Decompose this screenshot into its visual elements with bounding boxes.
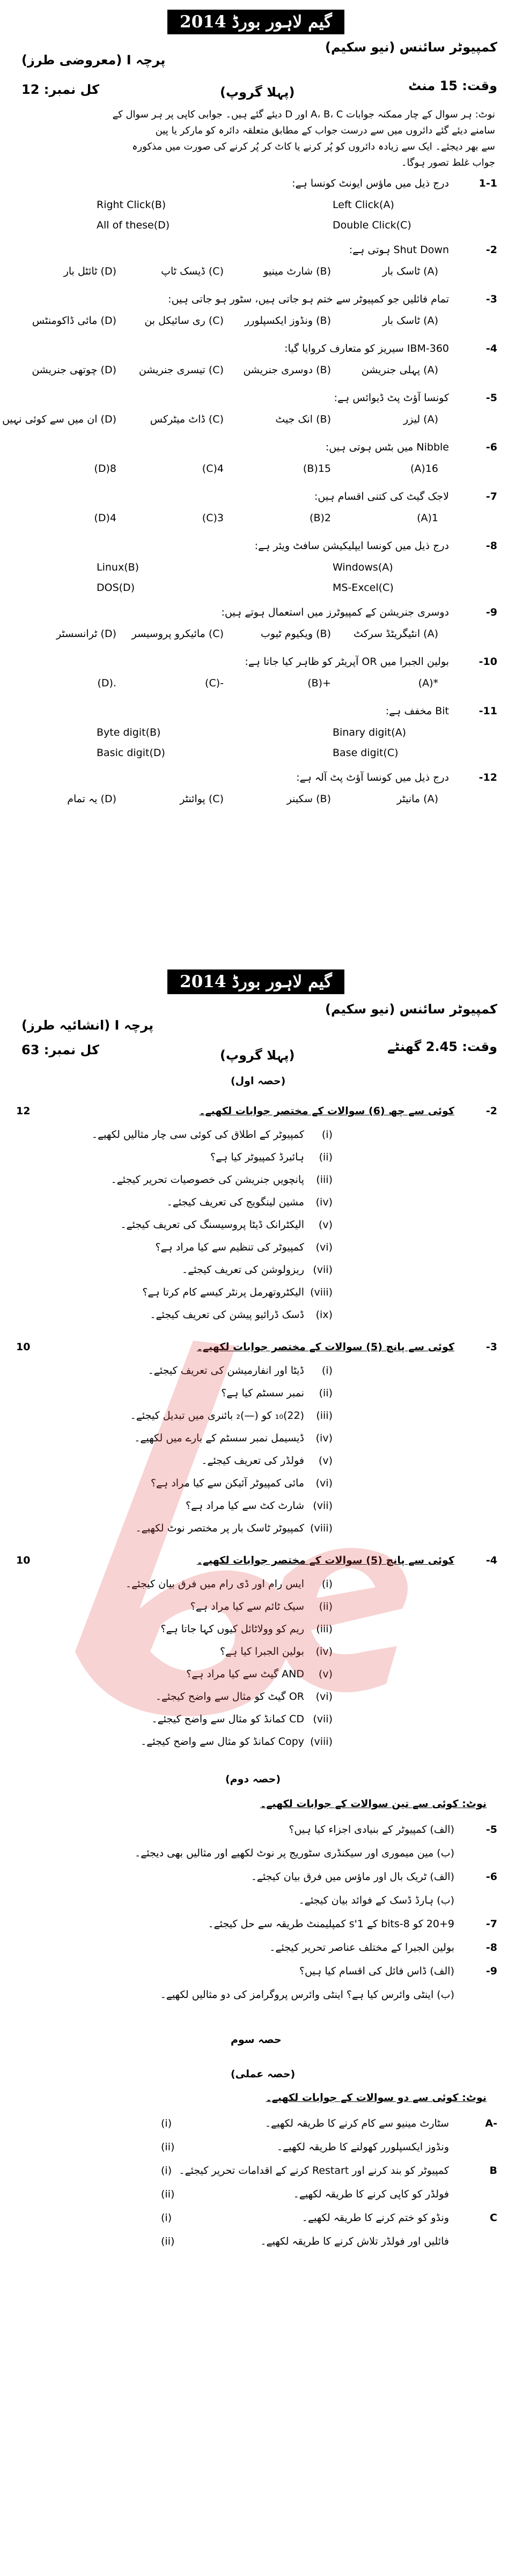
option: (C) ڈیسک ٹاپ: [161, 265, 224, 277]
option: Binary digit(A): [333, 727, 407, 738]
item-number: (vii): [313, 1713, 333, 1725]
question-number: -8: [485, 540, 497, 552]
question-number: -5: [485, 392, 497, 404]
item-text: AND گیٹ سے کیا مراد ہے؟: [186, 1668, 304, 1680]
option: *(A): [418, 677, 438, 689]
item-text: سیک ٹائم سے کیا مراد ہے؟: [190, 1601, 304, 1612]
item-text: کمپیوٹر کے اطلاق کی کوئی سی چار مثالیں لکھیے۔: [91, 1129, 304, 1141]
option: (A) مانیٹر: [396, 793, 438, 805]
time-1: وقت: 15 منٹ: [408, 78, 497, 93]
question-text: Nibble میں بٹس ہوتی ہیں:: [325, 441, 449, 453]
question-number: -6: [485, 441, 497, 453]
option: DOS(D): [97, 582, 135, 594]
item-text: نمبر سسٹم کیا ہے؟: [221, 1387, 304, 1399]
item-text: الیکٹروتھرمل پرنٹر کیسے کام کرتا ہے؟: [142, 1286, 304, 1298]
item-text: ڈیسیمل نمبر سسٹم کے بارے میں لکھیے۔: [134, 1432, 304, 1444]
long-question-number: -9: [485, 1965, 497, 1977]
item-number: (viii): [310, 1286, 333, 1298]
option: Base digit(C): [333, 747, 399, 759]
option: .(D): [97, 677, 116, 689]
practical-item-text: ونڈو کو ختم کرنے کا طریقہ لکھیے۔: [301, 2212, 449, 2224]
item-number: (i): [321, 1365, 333, 1376]
option: 4(C): [202, 463, 224, 475]
practical-item-number: (ii): [161, 2236, 175, 2247]
item-number: (vi): [315, 1241, 333, 1253]
item-text: کمپیوٹر کی تنظیم سے کیا مراد ہے؟: [155, 1241, 304, 1253]
question-text: تمام فائلیں جو کمپیوٹر سے ختم ہو جاتی ہیں، سٹور ہو جاتی ہیں:: [168, 293, 449, 305]
item-number: (v): [318, 1668, 333, 1680]
item-number: (v): [318, 1219, 333, 1231]
question-text: لاجک گیٹ کی کتنی اقسام ہیں:: [314, 491, 449, 502]
long-question-text: بولین الجبرا کے مختلف عناصر تحریر کیجئے۔: [269, 1942, 454, 1953]
item-number: (ii): [319, 1601, 333, 1612]
option: Double Click(C): [333, 219, 411, 231]
question-text: Bit مخفف ہے:: [385, 705, 449, 717]
option: (C) پوائنٹر: [180, 793, 224, 805]
practical-item-number: (i): [161, 2212, 172, 2224]
item-number: (iv): [315, 1432, 333, 1444]
item-text: الیکٹرانک ڈیٹا پروسیسنگ کی تعریف کیجئے۔: [120, 1219, 304, 1231]
long-question-text: (الف) ڈاس فائل کی اقسام کیا ہیں؟: [299, 1965, 454, 1977]
item-number: (vi): [315, 1477, 333, 1489]
total-marks-1: کل نمبر: 12: [21, 82, 99, 97]
item-text: مائی کمپیوٹر آئیکن سے کیا مراد ہے؟: [150, 1477, 304, 1489]
question-text: درج ذیل میں ماؤس ایونٹ کونسا ہے:: [292, 177, 449, 189]
part-three-heading: حصہ سوم: [231, 2034, 282, 2046]
option: Basic digit(D): [97, 747, 165, 759]
option: (D) ٹائٹل بار: [63, 265, 116, 277]
item-text: ایس رام اور ڈی رام میں فرق بیان کیجئے۔: [126, 1578, 304, 1590]
question-text: درج ذیل میں کونسا آؤٹ پٹ آلہ ہے:: [296, 772, 449, 783]
board-banner-1: گیم لاہور بورڈ 2014: [167, 10, 344, 34]
part-two-heading: (حصہ دوم): [225, 1773, 281, 1785]
part-three-note: نوٹ: کوئی سے دو سوالات کے جوابات لکھیے۔: [266, 2092, 487, 2104]
question-text: دوسری جنریشن کے کمپیوٹرز میں استعمال ہوتے ہیں:: [221, 606, 449, 618]
item-number: (vii): [313, 1500, 333, 1512]
item-text: پانچویں جنریشن کی خصوصیات تحریر کیجئے۔: [111, 1174, 304, 1186]
section-number: -3: [485, 1341, 497, 1353]
long-question-number: -8: [485, 1942, 497, 1953]
part-two-note: نوٹ: کوئی سے تین سوالات کے جوابات لکھیے۔: [260, 1798, 487, 1810]
section-number: -2: [485, 1105, 497, 1117]
option: (C) تیسری جنریشن: [138, 364, 224, 376]
option: All of these(D): [97, 219, 170, 231]
option: (C) مائیکرو پروسیسر: [131, 628, 224, 640]
item-number: (vi): [315, 1691, 333, 1702]
option: (A) ٹاسک بار: [382, 265, 438, 277]
item-text: ہائبرڈ کمپیوٹر کیا ہے؟: [210, 1151, 304, 1163]
section-marks: 10: [16, 1341, 31, 1353]
practical-item-text: کمپیوٹر کو بند کرنے اور Restart کرنے کے اقدامات تحریر کیجئے۔: [179, 2165, 449, 2177]
item-number: (iii): [316, 1410, 333, 1422]
option: Byte digit(B): [97, 727, 161, 738]
item-text: بولین الجبرا کیا ہے؟: [220, 1646, 304, 1657]
item-text: OR گیٹ کو مثال سے واضح کیجئے۔: [155, 1691, 304, 1702]
paper-type-1: پرچہ I (معروضی طرز): [21, 53, 166, 68]
practical-item-text: سٹارٹ مینیو سے کام کرنے کا طریقہ لکھیے۔: [264, 2118, 449, 2129]
option: 15(B): [303, 463, 331, 475]
long-question-number: -5: [485, 1824, 497, 1835]
item-text: کمپیوٹر ٹاسک بار پر مختصر نوٹ لکھیے۔: [135, 1522, 304, 1534]
section-number: -4: [485, 1555, 497, 1566]
item-number: (v): [318, 1455, 333, 1467]
subject-title-2: کمپیوٹر سائنس (نیو سکیم): [325, 1002, 497, 1017]
item-number: (vii): [313, 1264, 333, 1276]
option: (D) ٹرانسسٹر: [56, 628, 116, 640]
option: 3(C): [202, 512, 224, 524]
item-number: (i): [321, 1129, 333, 1141]
option: 8(D): [94, 463, 116, 475]
practical-label: C: [490, 2212, 497, 2224]
question-number: 1-1: [478, 177, 497, 189]
item-number: (iv): [315, 1646, 333, 1657]
practical-item-text: فولڈر کو کاپی کرنے کا طریقہ لکھیے۔: [293, 2188, 449, 2200]
option: (C) ری سائیکل بن: [144, 315, 224, 327]
option: +(B): [307, 677, 331, 689]
practical-label: A-: [485, 2118, 497, 2129]
practical-item-text: ونڈوز ایکسپلورر کھولنے کا طریقہ لکھیے۔: [277, 2141, 449, 2153]
item-number: (iv): [315, 1196, 333, 1208]
section-heading: کوئی سے چھ (6) سوالات کے مختصر جوابات لکھیے۔: [199, 1105, 454, 1117]
section-heading: کوئی سے پانچ (5) سوالات کے مختصر جوابات لکھیے۔: [196, 1341, 454, 1353]
long-question-text: 20+9 کو 8-bits کے 1's کمپلیمنٹ طریقہ سے حل کیجئے۔: [208, 1918, 454, 1930]
option: -(C): [205, 677, 224, 689]
item-number: (ii): [319, 1151, 333, 1163]
paper-type-2: پرچہ I (انشائیہ طرز): [21, 1018, 154, 1033]
note-line: جواب غلط تصور ہوگا۔: [401, 157, 495, 168]
section-marks: 10: [16, 1555, 31, 1566]
option: 16(A): [410, 463, 438, 475]
option: 4(D): [94, 512, 116, 524]
option: MS-Excel(C): [333, 582, 394, 594]
question-number: -9: [485, 606, 497, 618]
long-question-text: (ب) اینٹی وائرس کیا ہے؟ اینٹی وائرس پروگرامز کی دو مثالیں لکھیے۔: [160, 1989, 454, 2001]
total-marks-2: کل نمبر: 63: [21, 1042, 99, 1057]
option: Left Click(A): [333, 199, 394, 211]
item-text: فولڈر کی تعریف کیجئے۔: [201, 1455, 304, 1467]
group-2: (پہلا گروپ): [220, 1048, 295, 1063]
item-number: (iii): [316, 1174, 333, 1186]
item-number: (viii): [310, 1522, 333, 1534]
section-marks: 12: [16, 1105, 31, 1117]
subject-title-1: کمپیوٹر سائنس (نیو سکیم): [325, 40, 497, 55]
board-banner-2: گیم لاہور بورڈ 2014: [167, 969, 344, 994]
question-number: -12: [478, 772, 497, 783]
question-text: بولین الجبرا میں OR آپریٹر کو ظاہر کیا جاتا ہے:: [245, 656, 449, 668]
option: Windows(A): [333, 561, 393, 573]
item-number: (iii): [316, 1623, 333, 1635]
option: Linux(B): [97, 561, 139, 573]
practical-heading: (حصہ عملی): [231, 2068, 296, 2080]
item-text: شارٹ کٹ سے کیا مراد ہے؟: [185, 1500, 304, 1512]
option: (D) چوتھی جنریشن: [32, 364, 116, 376]
question-number: -7: [485, 491, 497, 502]
question-number: -3: [485, 293, 497, 305]
option: 2(B): [310, 512, 331, 524]
section-heading: کوئی سے پانچ (5) سوالات کے مختصر جوابات لکھیے۔: [196, 1555, 454, 1566]
item-text: Copy کمانڈ کو مثال سے واضح کیجئے۔: [141, 1736, 304, 1748]
long-question-number: -6: [485, 1871, 497, 1883]
part-one-heading: (حصہ اول): [231, 1075, 286, 1087]
option: (A) ٹاسک بار: [382, 315, 438, 327]
option: (B) ویکیوم ٹیوب: [261, 628, 331, 640]
option: (A) پہلی جنریشن: [361, 364, 438, 376]
item-text: CD کمانڈ کو مثال سے واضح کیجئے۔: [151, 1713, 304, 1725]
question-number: -11: [478, 705, 497, 717]
question-text: 360-IBM سیریز کو متعارف کروایا گیا:: [284, 343, 449, 354]
option: (D) مائی ڈاکومنٹس: [32, 315, 116, 327]
option: (B) شارٹ مینیو: [263, 265, 331, 277]
long-question-text: (ب) ہارڈ ڈسک کے فوائد بیان کیجئے۔: [298, 1894, 454, 1906]
question-text: درج ذیل میں کونسا ایپلیکیشن سافٹ ویئر ہے:: [254, 540, 449, 552]
option: (B) ونڈوز ایکسپلورر: [245, 315, 331, 327]
option: (C) ڈاٹ میٹرکس: [150, 413, 224, 425]
practical-item-number: (i): [161, 2118, 172, 2129]
item-text: ڈسک ڈرائیو پیشن کی تعریف کیجئے۔: [150, 1309, 304, 1321]
option: Right Click(B): [97, 199, 166, 211]
option: (B) انک جیٹ: [275, 413, 331, 425]
option: (B) دوسری جنریشن: [243, 364, 331, 376]
option: (D) ان میں سے کوئی نہیں: [2, 413, 116, 425]
practical-item-text: فائلیں اور فولڈر تلاش کرنے کا طریقہ لکھیے۔: [260, 2236, 449, 2247]
practical-item-number: (i): [161, 2165, 172, 2177]
item-number: (ii): [319, 1387, 333, 1399]
question-text: کونسا آؤٹ پٹ ڈیوائس ہے:: [334, 392, 449, 404]
option: (B) سکینر: [286, 793, 331, 805]
practical-item-number: (ii): [161, 2141, 175, 2153]
long-question-number: -7: [485, 1918, 497, 1930]
option: (D) یہ تمام: [67, 793, 116, 805]
option: (A) لیزر: [403, 413, 438, 425]
option: 1(A): [417, 512, 438, 524]
practical-item-number: (ii): [161, 2188, 175, 2200]
long-question-text: (ب) مین میموری اور سیکنڈری سٹوریج پر نوٹ لکھیے اور مثالیں بھی دیجئے۔: [135, 1847, 454, 1859]
item-text: ریزولوشن کی تعریف کیجئے۔: [181, 1264, 304, 1276]
item-text: (22)₁₀ کو (—)₂ بائنری میں تبدیل کیجئے۔: [130, 1410, 304, 1422]
practical-label: B: [489, 2165, 497, 2177]
option: (A) انٹیگریٹڈ سرکٹ: [353, 628, 438, 640]
item-text: ریم کو وولاٹائل کیوں کہا جاتا ہے؟: [160, 1623, 304, 1635]
item-number: (ix): [315, 1309, 333, 1321]
question-text: Shut Down ہوتی ہے:: [349, 244, 449, 256]
long-question-text: (الف) کمپیوٹر کے بنیادی اجزاء کیا ہیں؟: [289, 1824, 454, 1835]
note-line: سامنے دیئے گئے دائروں میں سے درست جواب کے مطابق متعلقہ دائرہ کو مارکر یا پین: [155, 125, 495, 136]
time-2: وقت: 2.45 گھنٹے: [387, 1039, 497, 1054]
group-1: (پہلا گروپ): [220, 85, 295, 100]
question-number: -4: [485, 343, 497, 354]
note-line: نوٹ: ہر سوال کے چار ممکنہ جوابات A، B، C اور D دیئے گئے ہیں۔ جوابی کاپی پر ہر سوال کے: [112, 109, 495, 120]
item-text: ڈیٹا اور انفارمیشن کی تعریف کیجئے۔: [148, 1365, 304, 1376]
item-number: (i): [321, 1578, 333, 1590]
question-number: -10: [478, 656, 497, 668]
item-number: (viii): [310, 1736, 333, 1748]
question-number: -2: [485, 244, 497, 256]
note-line: سے بھر دیجئے۔ ایک سے زیادہ دائروں کو پُر کرنے یا کاٹ کر پُر کرنے کی صورت میں مذکورہ: [131, 141, 495, 152]
long-question-text: (الف) ٹریک بال اور ماؤس میں فرق بیان کیجئے۔: [251, 1871, 454, 1883]
item-text: مشین لینگویج کی تعریف کیجئے۔: [166, 1196, 304, 1208]
